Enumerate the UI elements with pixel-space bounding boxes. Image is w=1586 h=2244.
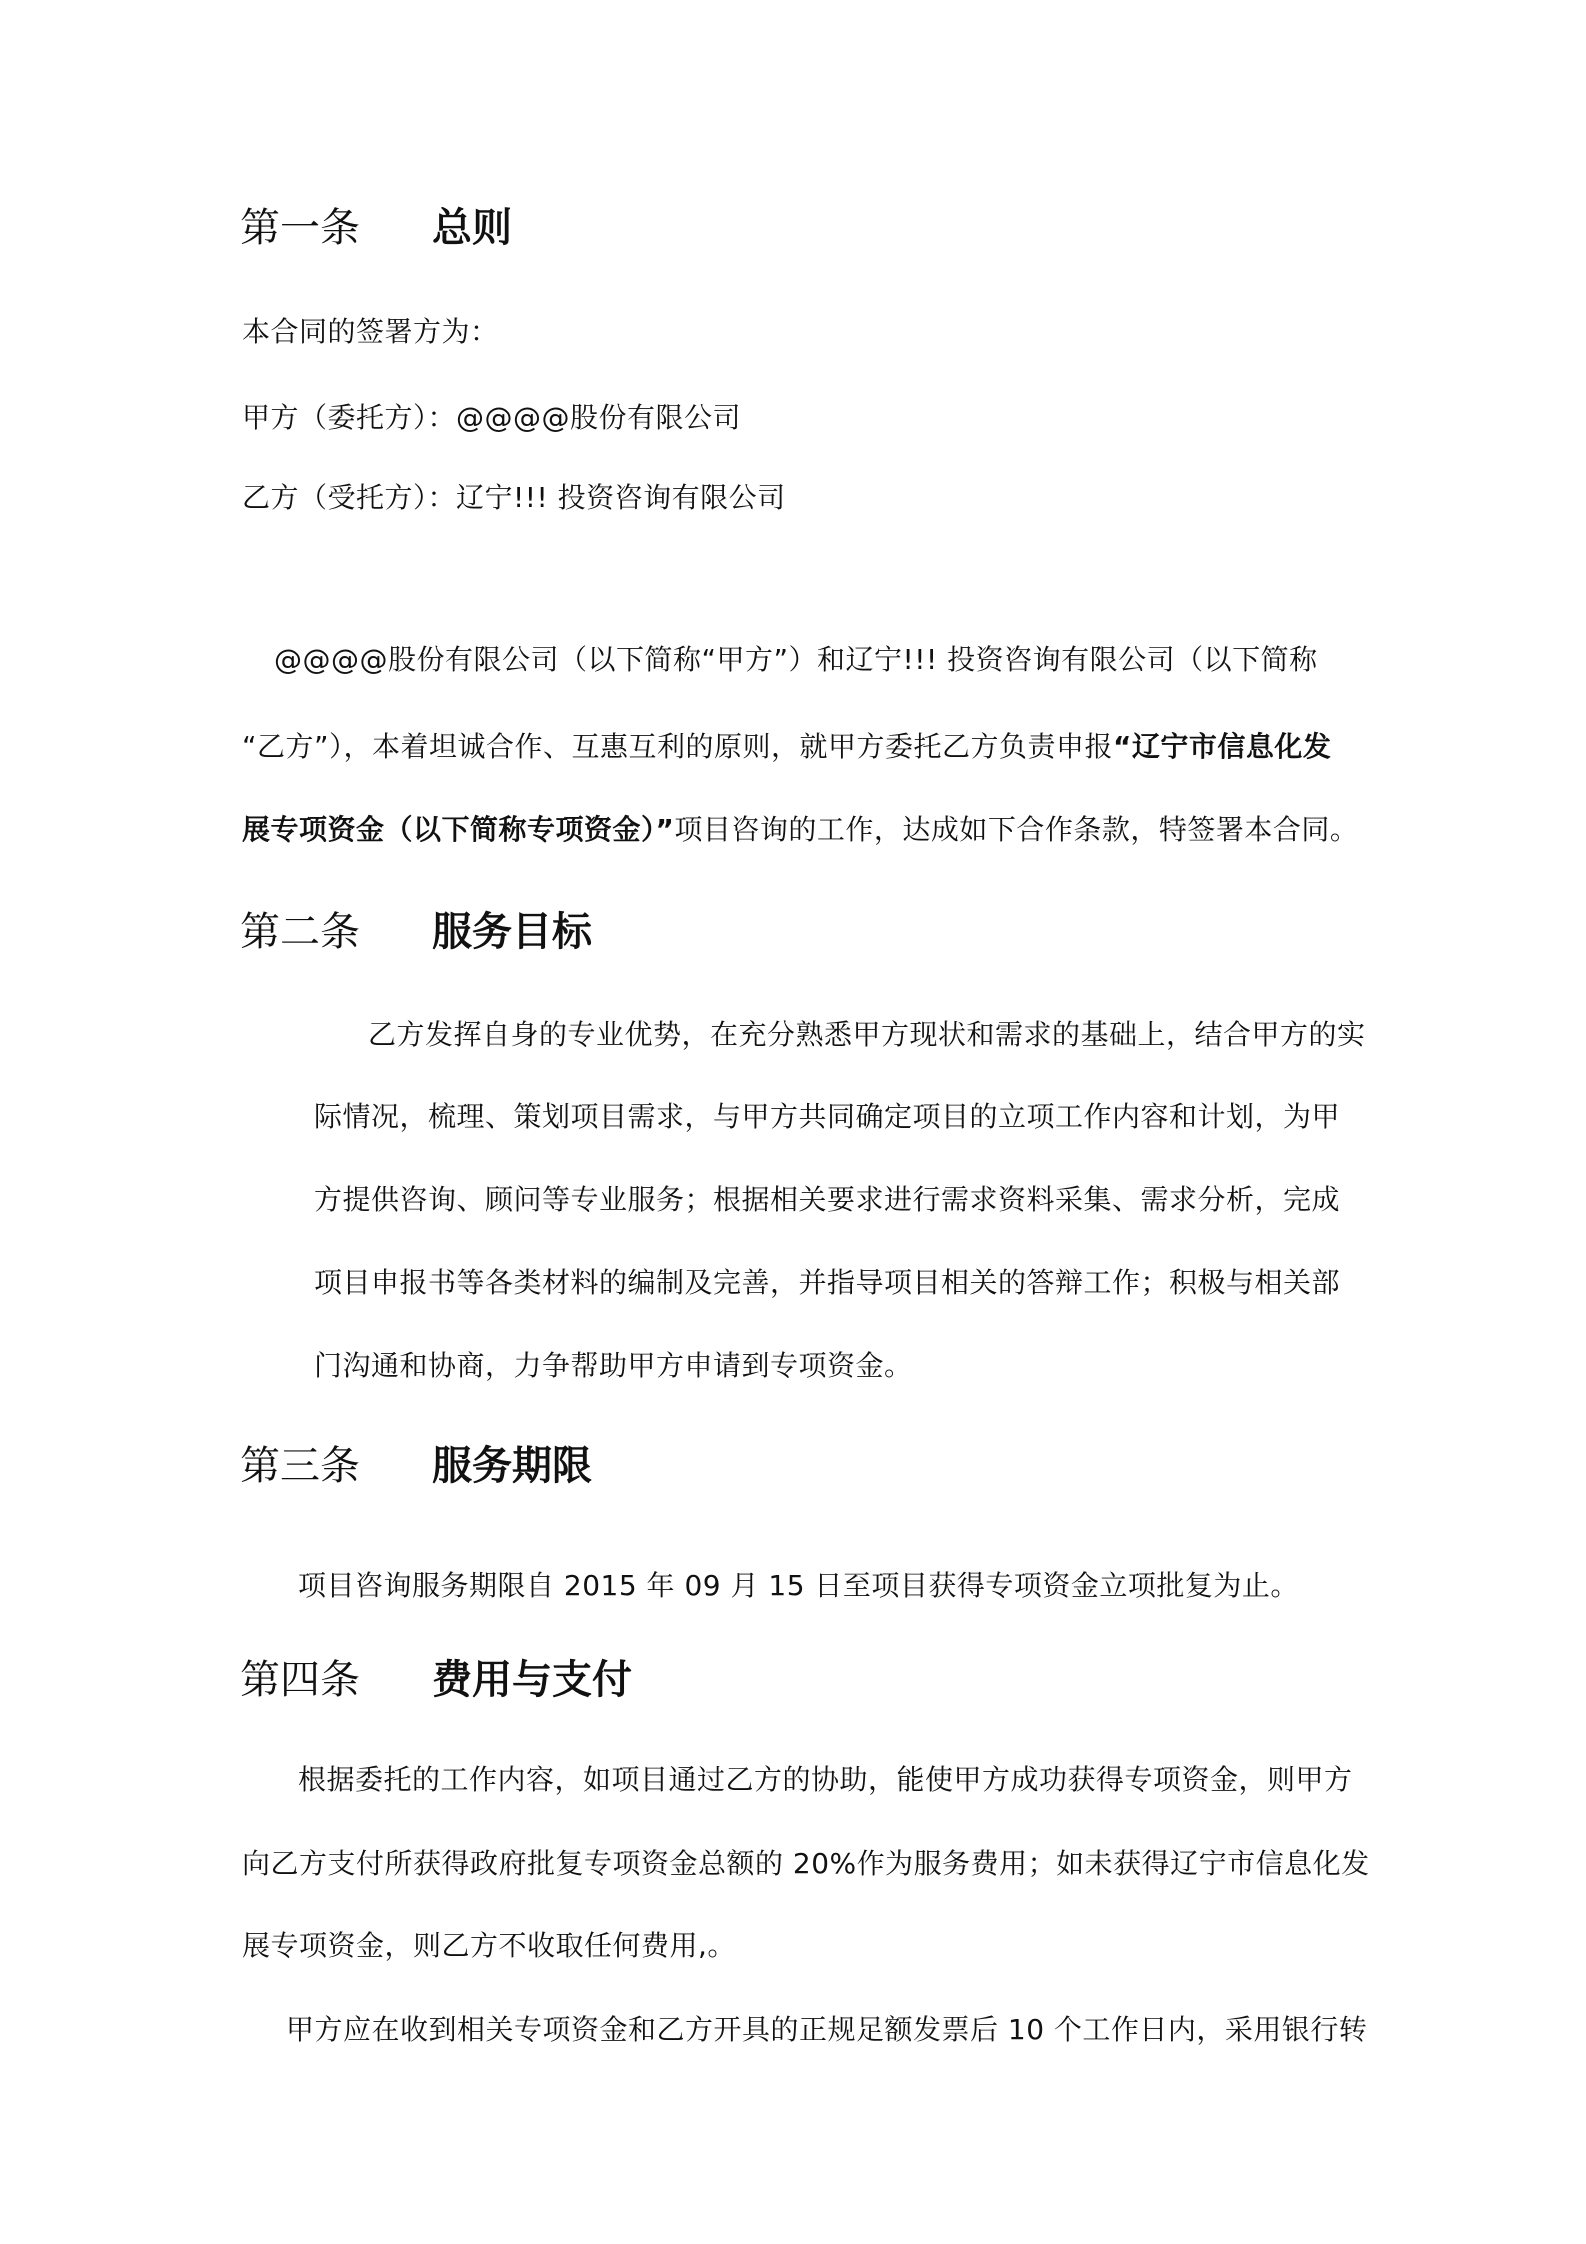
article-4-title: 费用与支付 [432,1657,632,1703]
signatories-intro: 本合同的签署方为： [242,315,499,348]
article-4-line-2: 向乙方支付所获得政府批复专项资金总额的 20%作为服务费用；如未获得辽宁市信息化发 [242,1847,1370,1880]
article-3-heading [240,1438,592,1494]
article-1-title: 总则 [432,205,512,251]
article-1-paragraph-line-1: @@@@股份有限公司（以下简称“甲方”）和辽宁!!! 投资咨询有限公司（以下简称 [274,643,1318,676]
article-1-number: 第一条 [240,205,360,251]
article-2-title: 服务目标 [432,909,592,955]
article-3-number: 第三条 [240,1443,360,1489]
project-name-end: 展专项资金（以下简称专项资金）” [242,813,675,846]
article-4-line-4: 甲方应在收到相关专项资金和乙方开具的正规足额发票后 10 个工作日内，采用银行转 [286,2013,1368,2046]
article-1-paragraph-line-2 [242,727,1331,767]
article-2-line-5: 门沟通和协商，力争帮助甲方申请到专项资金。 [314,1349,913,1382]
article-2-heading [240,904,592,960]
article-4-number: 第四条 [240,1657,360,1703]
article-1-paragraph-line-3-text: 项目咨询的工作，达成如下合作条款，特签署本合同。 [674,813,1359,846]
article-3-term-line: 项目咨询服务期限自 2015 年 09 月 15 日至项目获得专项资金立项批复为止。 [298,1569,1299,1602]
article-1-heading [240,200,512,256]
article-2-number: 第二条 [240,909,360,955]
article-4-line-3: 展专项资金，则乙方不收取任何费用,。 [242,1929,736,1962]
article-2-line-1: 乙方发挥自身的专业优势，在充分熟悉甲方现状和需求的基础上，结合甲方的实 [368,1018,1366,1051]
article-1-paragraph-line-3 [242,810,1358,850]
article-2-line-2: 际情况，梳理、策划项目需求，与甲方共同确定项目的立项工作内容和计划，为甲 [314,1100,1341,1133]
article-2-line-3: 方提供咨询、顾问等专业服务；根据相关要求进行需求资料采集、需求分析，完成 [314,1183,1341,1216]
article-1-paragraph-line-2-text: “乙方”），本着坦诚合作、互惠互利的原则，就甲方委托乙方负责申报 [242,730,1114,763]
article-4-line-1: 根据委托的工作内容，如项目通过乙方的协助，能使甲方成功获得专项资金，则甲方 [298,1763,1353,1796]
article-4-heading [240,1652,632,1708]
project-name-start: “辽宁市信息化发 [1113,730,1332,763]
article-3-title: 服务期限 [432,1443,592,1489]
party-b-line: 乙方（受托方）：辽宁!!! 投资咨询有限公司 [242,481,786,514]
article-2-line-4: 项目申报书等各类材料的编制及完善，并指导项目相关的答辩工作；积极与相关部 [314,1266,1341,1299]
party-a-line: 甲方（委托方）：@@@@股份有限公司 [242,401,742,434]
